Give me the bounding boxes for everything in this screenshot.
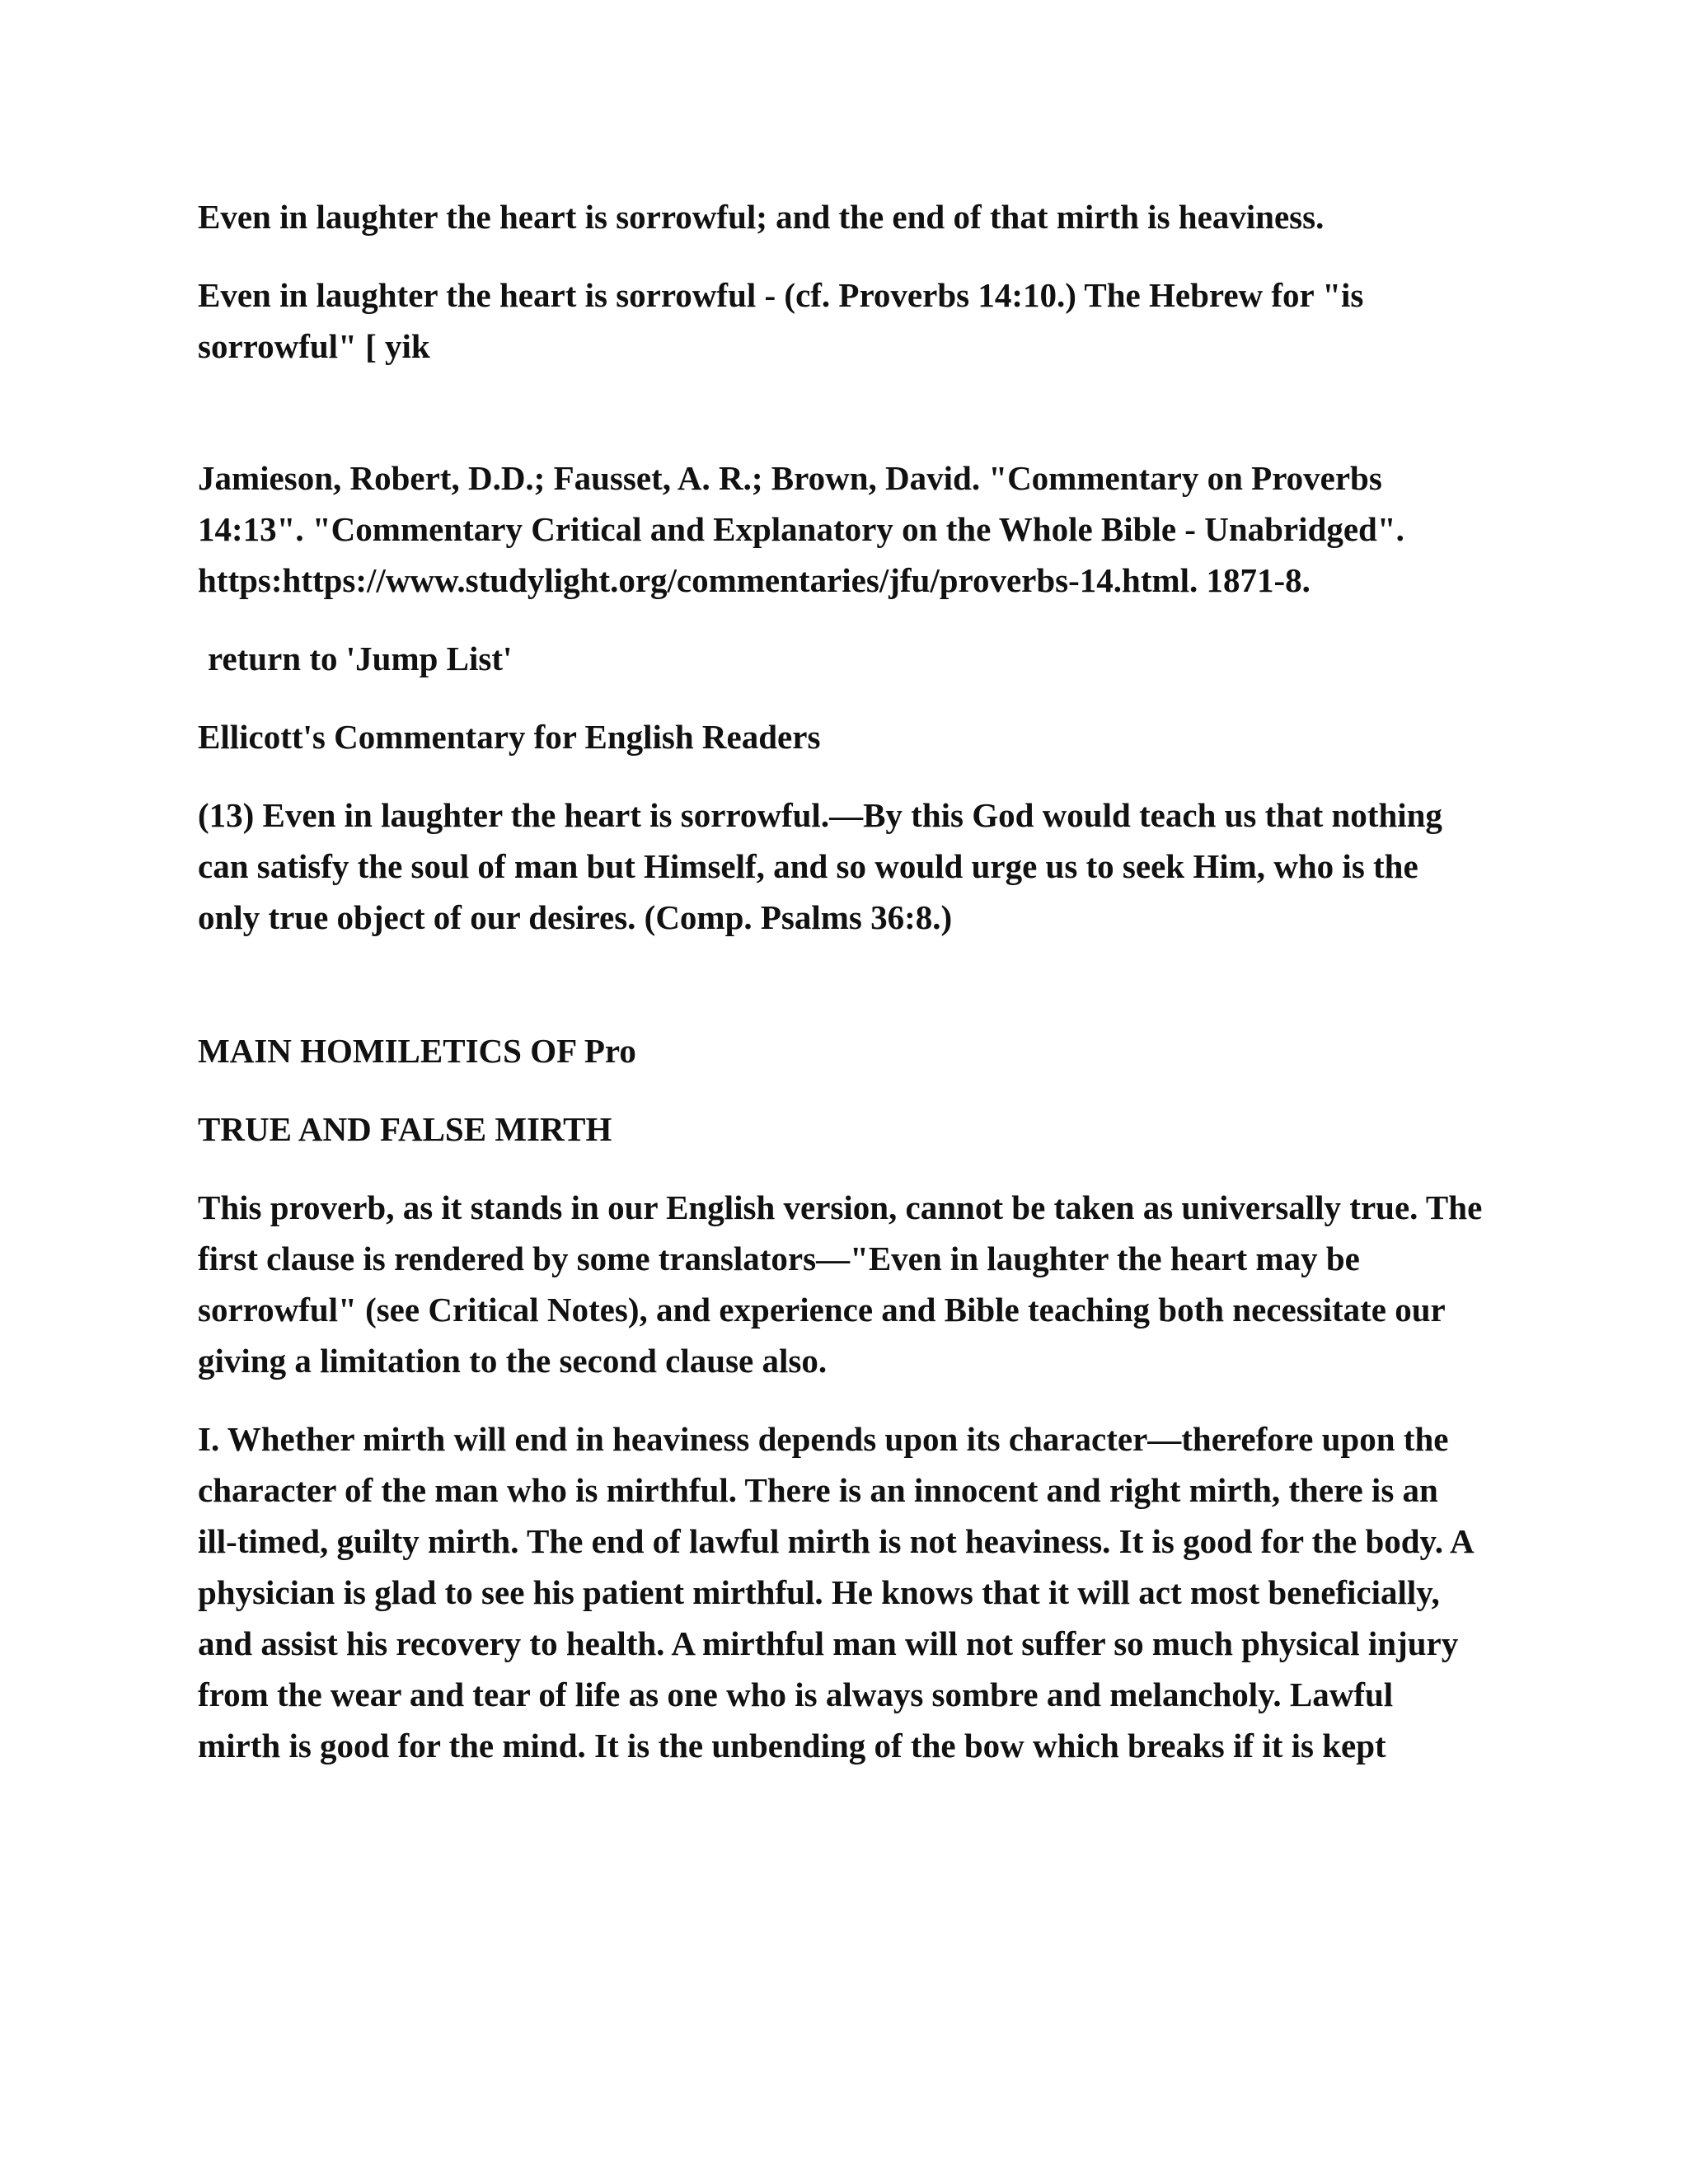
citation-text: Jamieson, Robert, D.D.; Fausset, A. R.; Brown, David. "Commentary on Proverbs 14:13". "Commentary Critical and Explanatory on the Whole Bible - Unabridged". https:https://www.studylight.org/commentaries/jfu/proverbs-14.html. 1871-8. [198, 459, 1404, 599]
ellicott-commentary: (13) Even in laughter the heart is sorrowful.—By this God would teach us that nothing can satisfy the soul of man but Himself, and so would urge us to seek Him, who is the only true object of our desires. (Comp. Psalms 36:8.) [198, 796, 1442, 936]
ellicott-heading: Ellicott's Commentary for English Readers [198, 718, 821, 756]
point-one-paragraph: I. Whether mirth will end in heaviness depends upon its character—therefore upon the character of the man who is mirthful. There is an innocent and right mirth, there is an ill-timed, guilty mirth. The end of lawful mirth is not heaviness. It is good for the body. A physician is glad to see his patient mirthful. He knows that it will act most beneficially, and assist his recovery to health. A mirthful man will not suffer so much physical injury from the wear and tear of life as one who is always sombre and melancholy. Lawful mirth is good for the mind. It is the unbending of the bow which breaks if it is kept [198, 1420, 1473, 1765]
return-to-jump-list-link[interactable] [198, 633, 1484, 684]
return-link-text[interactable]: return to 'Jump List' [208, 640, 513, 677]
intro-paragraph: This proverb, as it stands in our English version, cannot be taken as universally true. The first clause is rendered by some translators—"Even in laughter the heart may be sorrowful" (see Critical Notes), and experience and Bible teaching both necessitate our giving a limitation to the second clause also. [198, 1188, 1483, 1380]
document-body [198, 191, 1484, 1798]
section-title: TRUE AND FALSE MIRTH [198, 1110, 612, 1148]
commentary-excerpt: Even in laughter the heart is sorrowful - (cf. Proverbs 14:10.) The Hebrew for "is sorrowful" [ yik [198, 276, 1364, 365]
verse-text: Even in laughter the heart is sorrowful; and the end of that mirth is heaviness. [198, 198, 1325, 236]
homiletics-heading: MAIN HOMILETICS OF Pro [198, 1032, 636, 1070]
